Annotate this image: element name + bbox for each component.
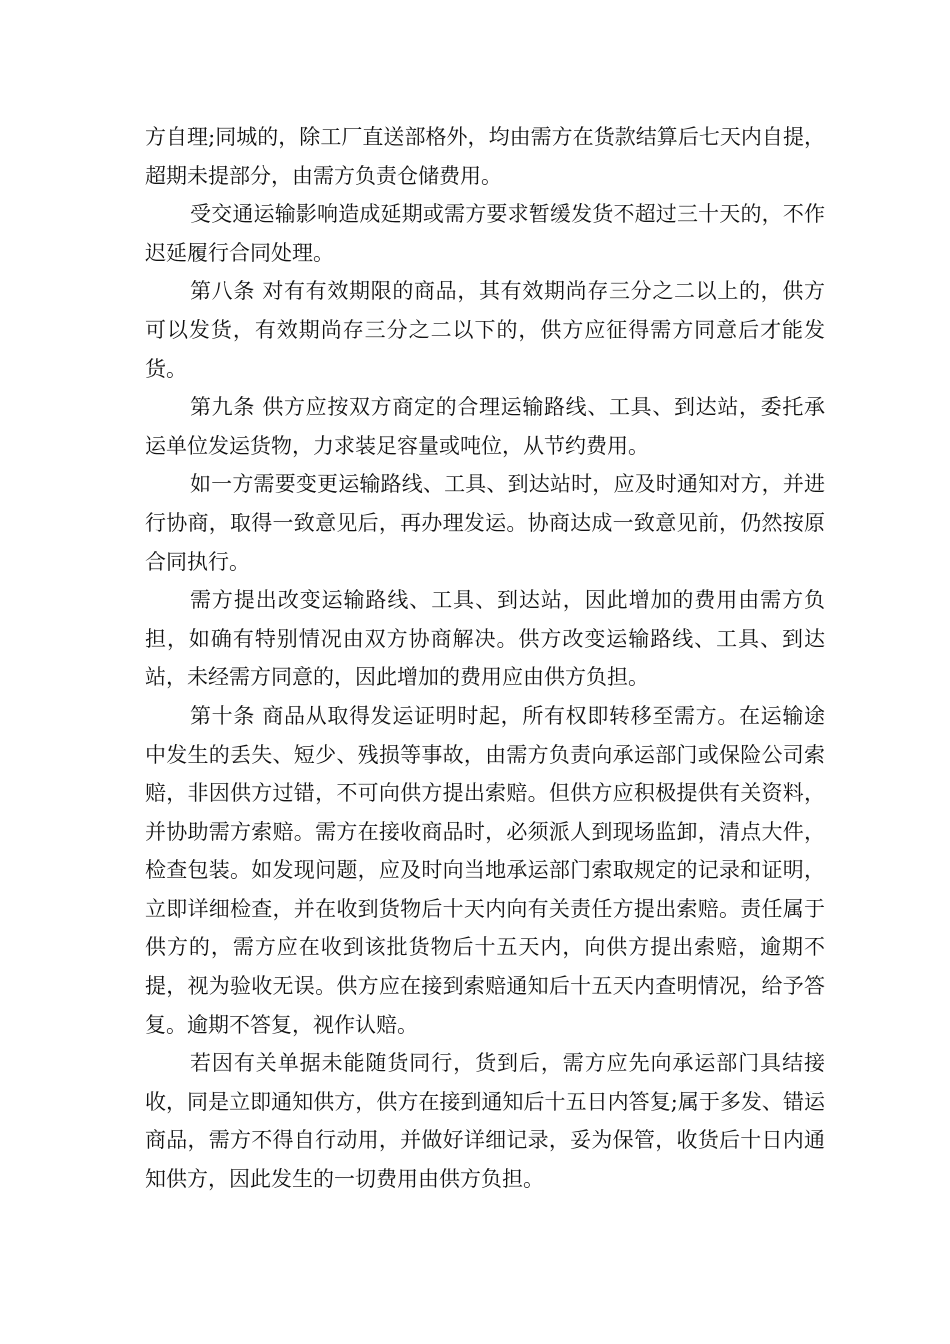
paragraph-2: 受交通运输影响造成延期或需方要求暂缓发货不超过三十天的，不作迟延履行合同处理。 <box>145 202 825 265</box>
paragraph-article-9: 第九条 供方应按双方商定的合理运输路线、工具、到达站，委托承运单位发运货物，力求装足容量或吨位，从节约费用。 <box>145 395 825 458</box>
paragraph-8: 若因有关单据未能随货同行，货到后，需方应先向承运部门具结接收，同是立即通知供方，供方在接到通知后十五日内答复;属于多发、错运商品，需方不得自行动用，并做好详细记录，妥为保管，收货后十日内通知供方，因此发生的一切费用由供方负担。 <box>145 1051 825 1192</box>
paragraph-1: 方自理;同城的，除工厂直送部格外，均由需方在货款结算后七天内自提，超期未提部分，由需方负责仓储费用。 <box>145 125 825 188</box>
paragraph-5: 如一方需要变更运输路线、工具、到达站时，应及时通知对方，并进行协商，取得一致意见后，再办理发运。协商达成一致意见前，仍然按原合同执行。 <box>145 472 825 574</box>
paragraph-article-10: 第十条 商品从取得发运证明时起，所有权即转移至需方。在运输途中发生的丢失、短少、残损等事故，由需方负责向承运部门或保险公司索赔，非因供方过错，不可向供方提出索赔。但供方应积极提供有关资料，并协助需方索赔。需方在接收商品时，必须派人到现场监卸，清点大件，检查包装。如发现问题，应及时向当地承运部门索取规定的记录和证明，立即详细检查，并在收到货物后十天内向有关责任方提出索赔。责任属于供方的，需方应在收到该批货物后十五天内，向供方提出索赔，逾期不提，视为验收无误。供方应在接到索赔通知后十五天内查明情况，给予答复。逾期不答复，视作认赔。 <box>145 703 825 1037</box>
paragraph-6: 需方提出改变运输路线、工具、到达站，因此增加的费用由需方负担，如确有特别情况由双方协商解决。供方改变运输路线、工具、到达站，未经需方同意的，因此增加的费用应由供方负担。 <box>145 588 825 690</box>
paragraph-article-8: 第八条 对有有效期限的商品，其有效期尚存三分之二以上的，供方可以发货，有效期尚存三分之二以下的，供方应征得需方同意后才能发货。 <box>145 279 825 381</box>
document-body <box>145 118 825 1199</box>
